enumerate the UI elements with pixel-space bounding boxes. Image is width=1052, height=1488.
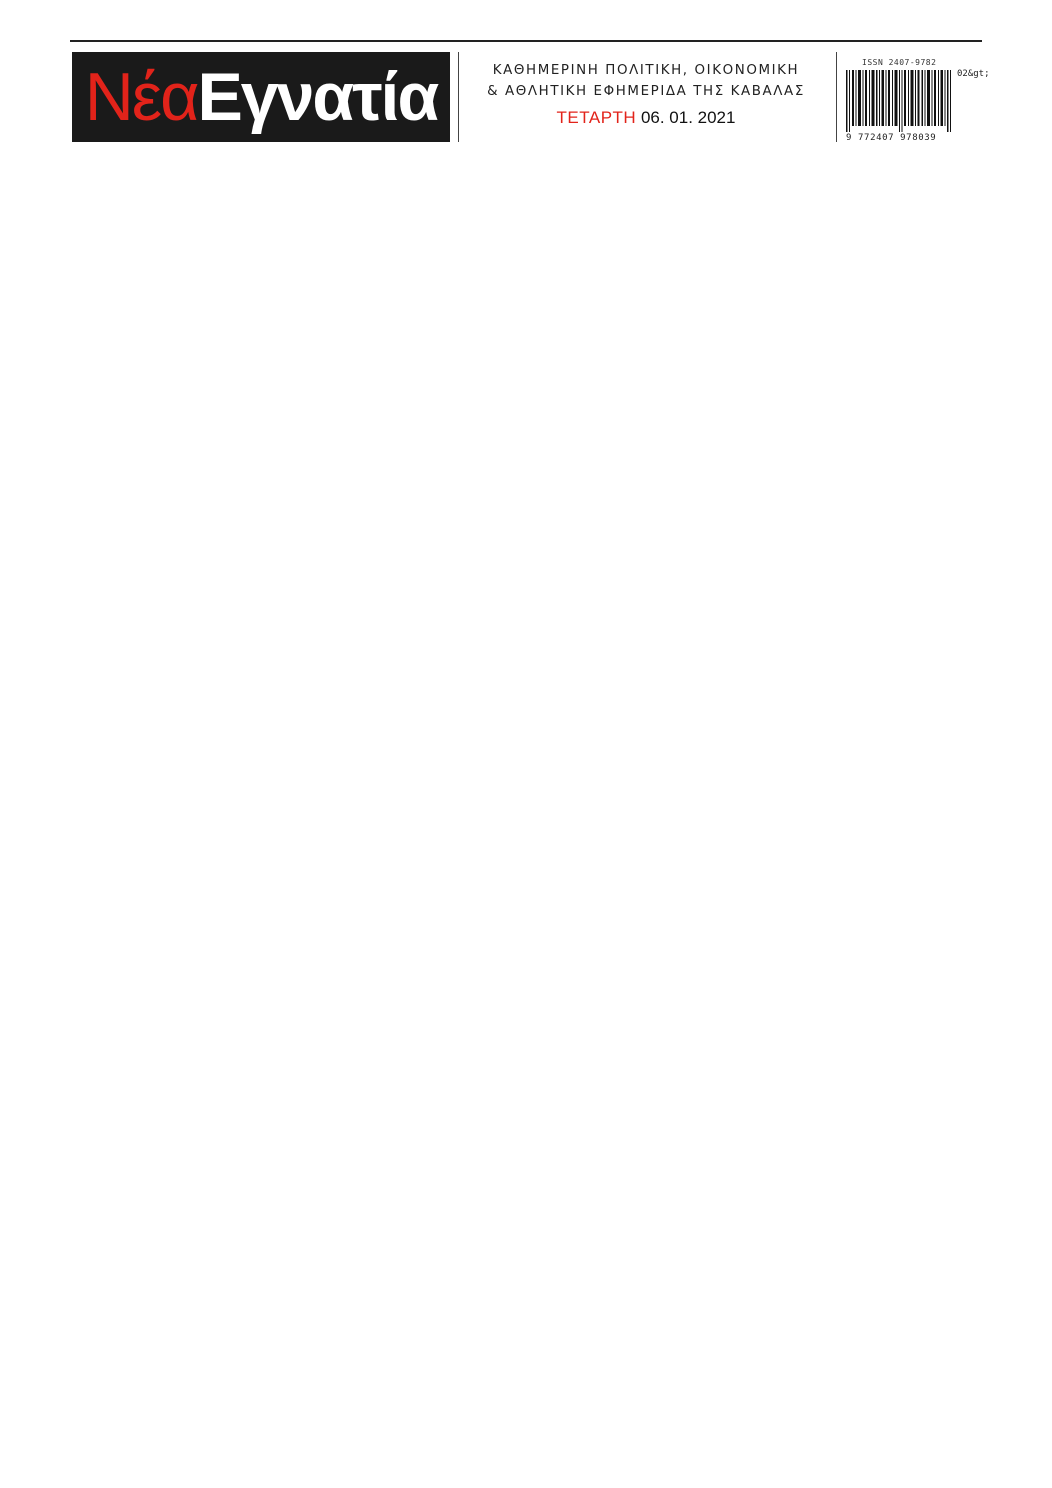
divider: [458, 52, 459, 142]
top-rule: [70, 40, 982, 42]
divider: [836, 52, 837, 142]
masthead-tagline: [466, 60, 826, 102]
tagline-line: ΚΑΘΗΜΕΡΙΝΗ ΠΟΛΙΤΙΚΗ, ΟΙΚΟΝΟΜΙΚΗ: [492, 63, 800, 78]
newspaper-logo: [72, 52, 450, 142]
barcode-image: [846, 70, 958, 132]
barcode-number: 9 772407 978039: [846, 133, 937, 143]
tagline-line: & ΑΘΛΗΤΙΚΗ ΕΦΗΜΕΡΙΔΑ ΤΗΣ ΚΑΒΑΛΑΣ: [487, 84, 805, 99]
weekday: ΤΕΤΑΡΤΗ: [556, 108, 637, 127]
logo-part2: Εγνατία: [197, 59, 438, 135]
issue-date: [466, 108, 826, 128]
logo-part1: Νέα: [84, 59, 198, 135]
issn-label: ISSN 2407-9782: [862, 58, 937, 67]
barcode-supplement: 02&gt;: [957, 69, 990, 79]
date: 06. 01. 2021: [640, 108, 736, 127]
